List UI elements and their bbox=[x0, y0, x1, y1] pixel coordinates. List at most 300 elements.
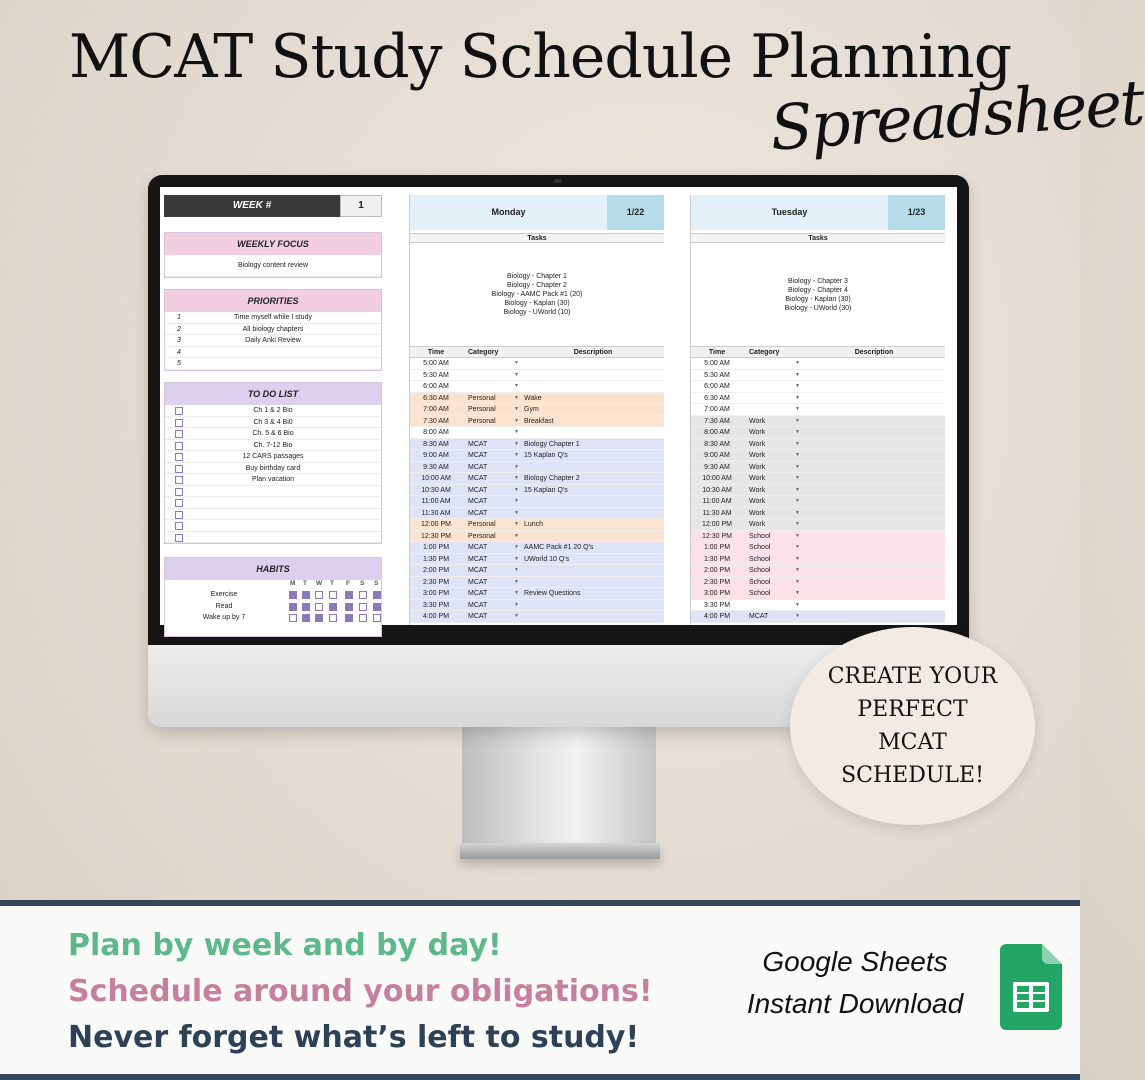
schedule-column-header bbox=[410, 347, 664, 358]
time-cell: 12:30 PM bbox=[421, 532, 451, 540]
category-cell[interactable]: MCAT bbox=[468, 498, 488, 505]
schedule-row bbox=[691, 439, 945, 451]
monitor-stand-neck bbox=[462, 727, 656, 845]
priority-row[interactable] bbox=[165, 335, 381, 347]
time-cell: 4:00 PM bbox=[703, 613, 731, 620]
schedule-row bbox=[410, 519, 664, 531]
schedule-row bbox=[410, 588, 664, 600]
todo-row bbox=[165, 509, 381, 521]
schedule-row bbox=[691, 588, 945, 600]
time-cell: 1:30 PM bbox=[422, 555, 450, 563]
task-line: Biology - Chapter 4 bbox=[788, 286, 848, 294]
category-cell[interactable]: Personal bbox=[468, 417, 496, 425]
time-cell: 10:30 AM bbox=[702, 486, 732, 494]
time-cell: 7:00 AM bbox=[704, 406, 730, 413]
day-name: Tuesday bbox=[771, 207, 808, 217]
todo-row bbox=[165, 520, 381, 532]
todo-text[interactable]: Ch. 7-12 Bio bbox=[253, 441, 293, 449]
category-cell[interactable]: School bbox=[749, 578, 771, 586]
habit-day-label: M bbox=[290, 580, 296, 587]
time-cell: 9:30 AM bbox=[704, 463, 730, 471]
time-column-header: Time bbox=[427, 349, 445, 356]
description-cell[interactable]: AAMC Pack #1 20 Q's bbox=[524, 544, 594, 551]
task-line: Biology - UWorld (30) bbox=[784, 304, 852, 312]
dropdown-arrow-icon[interactable]: ▼ bbox=[514, 509, 519, 516]
time-cell: 1:30 PM bbox=[703, 555, 731, 563]
habit-checkbox[interactable] bbox=[345, 614, 353, 622]
task-line: Biology - Kaplan (30) bbox=[504, 300, 570, 307]
schedule-row bbox=[410, 485, 664, 497]
todo-list bbox=[165, 405, 381, 543]
category-cell[interactable]: School bbox=[749, 590, 771, 597]
time-cell: 6:00 AM bbox=[423, 383, 449, 390]
time-cell: 5:30 AM bbox=[704, 371, 730, 379]
google-sheets-icon bbox=[1000, 944, 1062, 1030]
dropdown-arrow-icon[interactable]: ▼ bbox=[514, 498, 519, 504]
time-cell: 11:00 AM bbox=[702, 498, 732, 505]
time-cell: 1:00 PM bbox=[422, 544, 450, 551]
category-cell[interactable]: Work bbox=[749, 509, 766, 517]
description-cell[interactable]: Gym bbox=[524, 406, 539, 413]
tasks-cell[interactable] bbox=[691, 243, 945, 347]
dropdown-arrow-icon[interactable]: ▼ bbox=[795, 555, 800, 562]
schedule-row bbox=[691, 462, 945, 474]
dropdown-arrow-icon[interactable]: ▼ bbox=[514, 532, 519, 539]
todo-box bbox=[164, 382, 382, 544]
priority-text: All biology chapters bbox=[242, 325, 304, 333]
page-subtitle: Spreadsheet bbox=[767, 65, 1145, 165]
dropdown-arrow-icon[interactable]: ▼ bbox=[795, 601, 800, 608]
todo-row bbox=[165, 497, 381, 509]
todo-row bbox=[165, 451, 381, 463]
category-cell[interactable]: Work bbox=[749, 440, 766, 448]
time-cell: 7:30 AM bbox=[423, 417, 449, 425]
schedule-row bbox=[691, 416, 945, 428]
description-cell[interactable]: 15 Kaplan Q's bbox=[524, 486, 568, 494]
schedule-row bbox=[410, 358, 664, 370]
description-cell[interactable]: Biology Chapter 1 bbox=[524, 440, 580, 448]
category-cell[interactable]: MCAT bbox=[468, 486, 488, 494]
category-cell[interactable]: MCAT bbox=[468, 452, 488, 459]
todo-row bbox=[165, 463, 381, 475]
schedule-row bbox=[691, 393, 945, 405]
tagline-plan: Plan by week and by day! bbox=[68, 928, 502, 963]
schedule-row bbox=[410, 404, 664, 416]
category-cell[interactable]: Work bbox=[749, 429, 766, 436]
promo-circle bbox=[790, 627, 1035, 825]
day-date: 1/22 bbox=[607, 195, 664, 230]
todo-text[interactable]: Ch 1 & 2 Bio bbox=[253, 407, 293, 414]
schedule-row bbox=[410, 508, 664, 520]
habit-day-label: S bbox=[374, 580, 379, 587]
category-cell[interactable]: MCAT bbox=[468, 440, 488, 448]
dropdown-arrow-icon[interactable]: ▼ bbox=[795, 429, 800, 435]
priority-number: 5 bbox=[177, 360, 181, 367]
schedule-row bbox=[410, 473, 664, 485]
category-cell[interactable]: MCAT bbox=[468, 509, 488, 517]
schedule-row bbox=[410, 427, 664, 439]
dropdown-arrow-icon[interactable]: ▼ bbox=[795, 383, 800, 389]
habit-day-label: S bbox=[360, 580, 365, 587]
dropdown-arrow-icon[interactable]: ▼ bbox=[795, 406, 800, 412]
dropdown-arrow-icon[interactable]: ▼ bbox=[795, 590, 800, 596]
schedule-row bbox=[410, 393, 664, 405]
promo-line: MCAT bbox=[878, 730, 947, 755]
habit-name: Wake up by 7 bbox=[202, 614, 246, 621]
schedule-row bbox=[410, 531, 664, 543]
category-cell[interactable]: School bbox=[749, 532, 771, 540]
week-bar bbox=[164, 195, 382, 217]
time-cell: 10:30 AM bbox=[421, 486, 451, 494]
time-cell: 6:00 AM bbox=[704, 383, 730, 390]
dropdown-arrow-icon[interactable]: ▼ bbox=[514, 406, 519, 412]
day-header bbox=[691, 195, 945, 230]
habit-checkbox[interactable] bbox=[302, 614, 310, 622]
schedule-row bbox=[691, 565, 945, 577]
schedule-row bbox=[410, 439, 664, 451]
tasks-header: Tasks bbox=[691, 233, 945, 243]
dropdown-arrow-icon[interactable]: ▼ bbox=[514, 555, 519, 562]
dropdown-arrow-icon[interactable]: ▼ bbox=[795, 394, 800, 401]
dropdown-arrow-icon[interactable]: ▼ bbox=[795, 509, 800, 516]
todo-checkbox[interactable] bbox=[175, 499, 183, 507]
time-cell: 6:30 AM bbox=[704, 394, 730, 402]
time-cell: 11:30 AM bbox=[421, 509, 451, 517]
time-cell: 5:30 AM bbox=[423, 371, 449, 379]
schedule-row bbox=[691, 496, 945, 508]
todo-checkbox[interactable] bbox=[175, 442, 183, 450]
dropdown-arrow-icon[interactable]: ▼ bbox=[514, 440, 519, 447]
monitor-bezel bbox=[148, 175, 969, 645]
time-cell: 2:30 PM bbox=[703, 578, 731, 586]
todo-checkbox[interactable] bbox=[175, 476, 183, 484]
category-cell[interactable]: MCAT bbox=[468, 544, 488, 551]
habit-day-label: T bbox=[303, 580, 307, 587]
dropdown-arrow-icon[interactable]: ▼ bbox=[795, 486, 800, 493]
dropdown-arrow-icon[interactable]: ▼ bbox=[795, 452, 800, 458]
schedule-grid bbox=[691, 358, 945, 623]
time-cell: 8:00 AM bbox=[423, 429, 449, 436]
category-cell[interactable]: Personal bbox=[468, 406, 496, 413]
time-cell: 12:30 PM bbox=[702, 532, 732, 540]
week-number-cell[interactable]: 1 bbox=[340, 195, 382, 217]
todo-checkbox[interactable] bbox=[175, 407, 183, 415]
todo-text[interactable]: Plan vacation bbox=[251, 476, 295, 483]
habit-name: Read bbox=[215, 602, 233, 610]
time-cell: 7:00 AM bbox=[423, 406, 449, 413]
habit-checkbox[interactable] bbox=[329, 591, 337, 599]
todo-checkbox[interactable] bbox=[175, 488, 183, 496]
todo-text[interactable]: 12 CARS passages bbox=[242, 453, 304, 460]
schedule-row bbox=[691, 485, 945, 497]
category-cell[interactable]: School bbox=[749, 555, 771, 563]
schedule-row bbox=[410, 611, 664, 623]
habits-header: HABITS bbox=[165, 558, 381, 580]
category-column-header: Category bbox=[468, 349, 499, 356]
schedule-row bbox=[691, 508, 945, 520]
todo-row bbox=[165, 474, 381, 486]
time-cell: 2:00 PM bbox=[422, 567, 450, 574]
dropdown-arrow-icon[interactable]: ▼ bbox=[514, 371, 519, 378]
todo-checkbox[interactable] bbox=[175, 534, 183, 542]
habit-checkbox[interactable] bbox=[329, 603, 337, 611]
task-line: Biology - Kaplan (30) bbox=[785, 295, 851, 303]
time-cell: 10:00 AM bbox=[702, 475, 732, 482]
tagline-schedule: Schedule around your obligations! bbox=[68, 974, 653, 1009]
category-cell[interactable]: Work bbox=[749, 486, 766, 494]
todo-row bbox=[165, 532, 381, 544]
habit-checkbox[interactable] bbox=[289, 614, 297, 622]
dropdown-arrow-icon[interactable]: ▼ bbox=[514, 475, 519, 481]
schedule-row bbox=[691, 404, 945, 416]
schedule-row bbox=[691, 427, 945, 439]
task-line: Biology - Chapter 3 bbox=[788, 277, 848, 285]
schedule-row bbox=[410, 600, 664, 612]
habit-checkbox[interactable] bbox=[315, 603, 323, 611]
category-cell[interactable]: MCAT bbox=[468, 578, 488, 586]
habit-checkbox[interactable] bbox=[373, 614, 381, 622]
weekly-focus-cell[interactable]: Biology content review bbox=[165, 255, 381, 277]
dropdown-arrow-icon[interactable]: ▼ bbox=[795, 371, 800, 378]
todo-header: TO DO LIST bbox=[165, 383, 381, 405]
category-cell[interactable]: Work bbox=[749, 475, 766, 482]
todo-checkbox[interactable] bbox=[175, 453, 183, 461]
dropdown-arrow-icon[interactable]: ▼ bbox=[514, 394, 519, 401]
time-cell: 6:30 AM bbox=[423, 394, 449, 402]
product-delivery: Instant Download bbox=[746, 988, 964, 1019]
habit-checkbox[interactable] bbox=[359, 591, 367, 599]
habit-checkbox[interactable] bbox=[289, 591, 297, 599]
camera-icon bbox=[554, 179, 562, 183]
category-column-header: Category bbox=[749, 349, 780, 356]
time-cell: 10:00 AM bbox=[421, 475, 451, 482]
dropdown-arrow-icon[interactable]: ▼ bbox=[795, 521, 800, 527]
dropdown-arrow-icon[interactable]: ▼ bbox=[514, 417, 519, 424]
habit-day-label: F bbox=[346, 580, 350, 587]
dropdown-arrow-icon[interactable]: ▼ bbox=[514, 429, 519, 435]
category-cell[interactable]: MCAT bbox=[468, 475, 488, 482]
habit-checkbox[interactable] bbox=[329, 614, 337, 622]
day-panel-monday bbox=[409, 195, 663, 625]
dropdown-arrow-icon[interactable]: ▼ bbox=[514, 544, 519, 550]
time-cell: 4:00 PM bbox=[422, 613, 450, 620]
time-cell: 2:00 PM bbox=[703, 567, 731, 574]
time-cell: 5:00 AM bbox=[704, 360, 730, 367]
schedule-column-header bbox=[691, 347, 945, 358]
category-cell[interactable]: Work bbox=[749, 498, 766, 505]
tasks-cell[interactable] bbox=[410, 243, 664, 347]
dropdown-arrow-icon[interactable]: ▼ bbox=[795, 360, 800, 366]
schedule-row bbox=[410, 565, 664, 577]
todo-row bbox=[165, 405, 381, 417]
priority-number: 4 bbox=[177, 348, 181, 356]
time-cell: 9:30 AM bbox=[423, 463, 449, 471]
category-cell[interactable]: Work bbox=[749, 452, 766, 459]
time-cell: 1:00 PM bbox=[703, 544, 731, 551]
dropdown-arrow-icon[interactable]: ▼ bbox=[514, 601, 519, 608]
dropdown-arrow-icon[interactable]: ▼ bbox=[514, 383, 519, 389]
schedule-row bbox=[410, 450, 664, 462]
todo-text[interactable]: Ch. 5 & 6 Bio bbox=[252, 430, 294, 437]
time-column-header: Time bbox=[708, 349, 726, 356]
time-cell: 9:00 AM bbox=[423, 452, 449, 459]
category-cell[interactable]: Personal bbox=[468, 532, 496, 540]
category-cell[interactable]: School bbox=[749, 544, 771, 551]
category-cell[interactable]: Work bbox=[749, 417, 766, 425]
schedule-row bbox=[691, 450, 945, 462]
habit-checkbox[interactable] bbox=[359, 614, 367, 622]
time-cell: 8:30 AM bbox=[423, 440, 449, 448]
priority-number: 2 bbox=[177, 325, 181, 333]
dropdown-arrow-icon[interactable]: ▼ bbox=[514, 452, 519, 458]
category-cell[interactable]: MCAT bbox=[749, 613, 769, 620]
priority-row[interactable] bbox=[165, 324, 381, 336]
dropdown-arrow-icon[interactable]: ▼ bbox=[795, 544, 800, 550]
habit-row bbox=[165, 589, 381, 601]
dropdown-arrow-icon[interactable]: ▼ bbox=[795, 578, 800, 585]
description-cell[interactable]: Lunch bbox=[524, 521, 544, 528]
dropdown-arrow-icon[interactable]: ▼ bbox=[514, 360, 519, 366]
time-cell: 11:00 AM bbox=[421, 498, 451, 505]
task-line: Biology - UWorld (10) bbox=[503, 309, 571, 316]
habit-day-label: T bbox=[330, 580, 334, 587]
dropdown-arrow-icon[interactable]: ▼ bbox=[514, 521, 519, 527]
category-cell[interactable]: MCAT bbox=[468, 601, 488, 609]
todo-row bbox=[165, 428, 381, 440]
category-cell[interactable]: Work bbox=[749, 521, 766, 528]
todo-checkbox[interactable] bbox=[175, 430, 183, 438]
priority-text: Daily Anki Review bbox=[245, 337, 301, 344]
priority-row[interactable] bbox=[165, 312, 381, 324]
habit-checkbox[interactable] bbox=[302, 591, 310, 599]
dropdown-arrow-icon[interactable]: ▼ bbox=[795, 532, 800, 539]
promo-line: SCHEDULE! bbox=[841, 763, 984, 788]
priorities-header: PRIORITIES bbox=[165, 290, 381, 312]
schedule-row bbox=[410, 381, 664, 393]
description-cell[interactable]: Biology Chapter 2 bbox=[524, 475, 580, 482]
category-cell[interactable]: MCAT bbox=[468, 555, 488, 563]
promo-line: CREATE YOUR bbox=[827, 664, 998, 689]
promo-line: PERFECT bbox=[857, 697, 968, 722]
day-date: 1/23 bbox=[888, 195, 945, 230]
time-cell: 11:30 AM bbox=[702, 509, 732, 517]
dropdown-arrow-icon[interactable]: ▼ bbox=[795, 498, 800, 504]
bottom-banner bbox=[0, 900, 1080, 1080]
category-cell[interactable]: School bbox=[749, 567, 771, 574]
monitor-stand-foot bbox=[460, 843, 660, 859]
time-cell: 3:30 PM bbox=[422, 601, 450, 609]
habits-list bbox=[165, 589, 381, 624]
schedule-row bbox=[410, 462, 664, 474]
category-cell[interactable]: MCAT bbox=[468, 463, 488, 471]
dropdown-arrow-icon[interactable]: ▼ bbox=[795, 475, 800, 481]
schedule-row bbox=[410, 496, 664, 508]
time-cell: 2:30 PM bbox=[422, 578, 450, 586]
todo-checkbox[interactable] bbox=[175, 522, 183, 530]
dropdown-arrow-icon[interactable]: ▼ bbox=[795, 613, 800, 619]
priority-row[interactable] bbox=[165, 358, 381, 370]
dropdown-arrow-icon[interactable]: ▼ bbox=[795, 440, 800, 447]
todo-row bbox=[165, 417, 381, 429]
dropdown-arrow-icon[interactable]: ▼ bbox=[514, 590, 519, 596]
habit-checkbox[interactable] bbox=[359, 603, 367, 611]
schedule-row bbox=[691, 600, 945, 612]
habit-checkbox[interactable] bbox=[315, 614, 323, 622]
category-cell[interactable]: MCAT bbox=[468, 567, 488, 574]
description-cell[interactable]: 15 Kaplan Q's bbox=[524, 452, 568, 459]
schedule-row bbox=[691, 577, 945, 589]
time-cell: 3:30 PM bbox=[703, 601, 731, 609]
habit-day-label: W bbox=[316, 580, 323, 587]
dropdown-arrow-icon[interactable]: ▼ bbox=[795, 567, 800, 573]
habit-checkbox[interactable] bbox=[373, 591, 381, 599]
category-cell[interactable]: MCAT bbox=[468, 590, 488, 597]
day-panel-tuesday bbox=[690, 195, 944, 625]
habit-checkbox[interactable] bbox=[345, 603, 353, 611]
dropdown-arrow-icon[interactable]: ▼ bbox=[514, 567, 519, 573]
priority-number: 3 bbox=[177, 337, 181, 344]
time-cell: 3:00 PM bbox=[703, 590, 731, 597]
category-cell[interactable]: Personal bbox=[468, 521, 496, 528]
habit-checkbox[interactable] bbox=[315, 591, 323, 599]
description-column-header: Description bbox=[854, 349, 894, 356]
schedule-row bbox=[691, 370, 945, 382]
description-cell[interactable]: Wake bbox=[524, 394, 542, 402]
time-cell: 12:00 PM bbox=[421, 521, 451, 528]
day-header bbox=[410, 195, 664, 230]
priority-number: 1 bbox=[177, 314, 181, 321]
time-cell: 8:00 AM bbox=[704, 429, 730, 436]
dropdown-arrow-icon[interactable]: ▼ bbox=[514, 578, 519, 585]
todo-checkbox[interactable] bbox=[175, 465, 183, 473]
dropdown-arrow-icon[interactable]: ▼ bbox=[514, 463, 519, 470]
schedule-row bbox=[691, 611, 945, 623]
priority-row[interactable] bbox=[165, 347, 381, 359]
category-cell[interactable]: Personal bbox=[468, 394, 496, 402]
priorities-list bbox=[165, 312, 381, 370]
category-cell[interactable]: Work bbox=[749, 463, 766, 471]
time-cell: 7:30 AM bbox=[704, 417, 730, 425]
week-label: WEEK # bbox=[164, 195, 340, 217]
time-cell: 9:00 AM bbox=[704, 452, 730, 459]
dropdown-arrow-icon[interactable]: ▼ bbox=[514, 486, 519, 493]
tasks-header: Tasks bbox=[410, 233, 664, 243]
habit-checkbox[interactable] bbox=[289, 603, 297, 611]
dropdown-arrow-icon[interactable]: ▼ bbox=[514, 613, 519, 619]
dropdown-arrow-icon[interactable]: ▼ bbox=[795, 463, 800, 470]
description-cell[interactable]: Review Questions bbox=[524, 590, 581, 597]
todo-row bbox=[165, 440, 381, 452]
todo-text[interactable]: Buy birthday card bbox=[245, 464, 301, 472]
todo-checkbox[interactable] bbox=[175, 419, 183, 427]
schedule-row bbox=[691, 554, 945, 566]
habit-checkbox[interactable] bbox=[302, 603, 310, 611]
task-line: Biology - Chapter 1 bbox=[507, 273, 567, 280]
description-cell[interactable]: UWorld 10 Q's bbox=[524, 555, 570, 563]
habits-day-header bbox=[165, 580, 381, 589]
todo-checkbox[interactable] bbox=[175, 511, 183, 519]
schedule-row bbox=[691, 358, 945, 370]
schedule-row bbox=[410, 416, 664, 428]
category-cell[interactable]: MCAT bbox=[468, 613, 488, 620]
todo-text[interactable]: Ch 3 & 4 Bi0 bbox=[253, 418, 293, 426]
schedule-row bbox=[691, 473, 945, 485]
habit-checkbox[interactable] bbox=[373, 603, 381, 611]
habit-name: Exercise bbox=[210, 591, 238, 598]
habit-checkbox[interactable] bbox=[345, 591, 353, 599]
description-cell[interactable]: Breakfast bbox=[524, 417, 554, 425]
dropdown-arrow-icon[interactable]: ▼ bbox=[795, 417, 800, 424]
